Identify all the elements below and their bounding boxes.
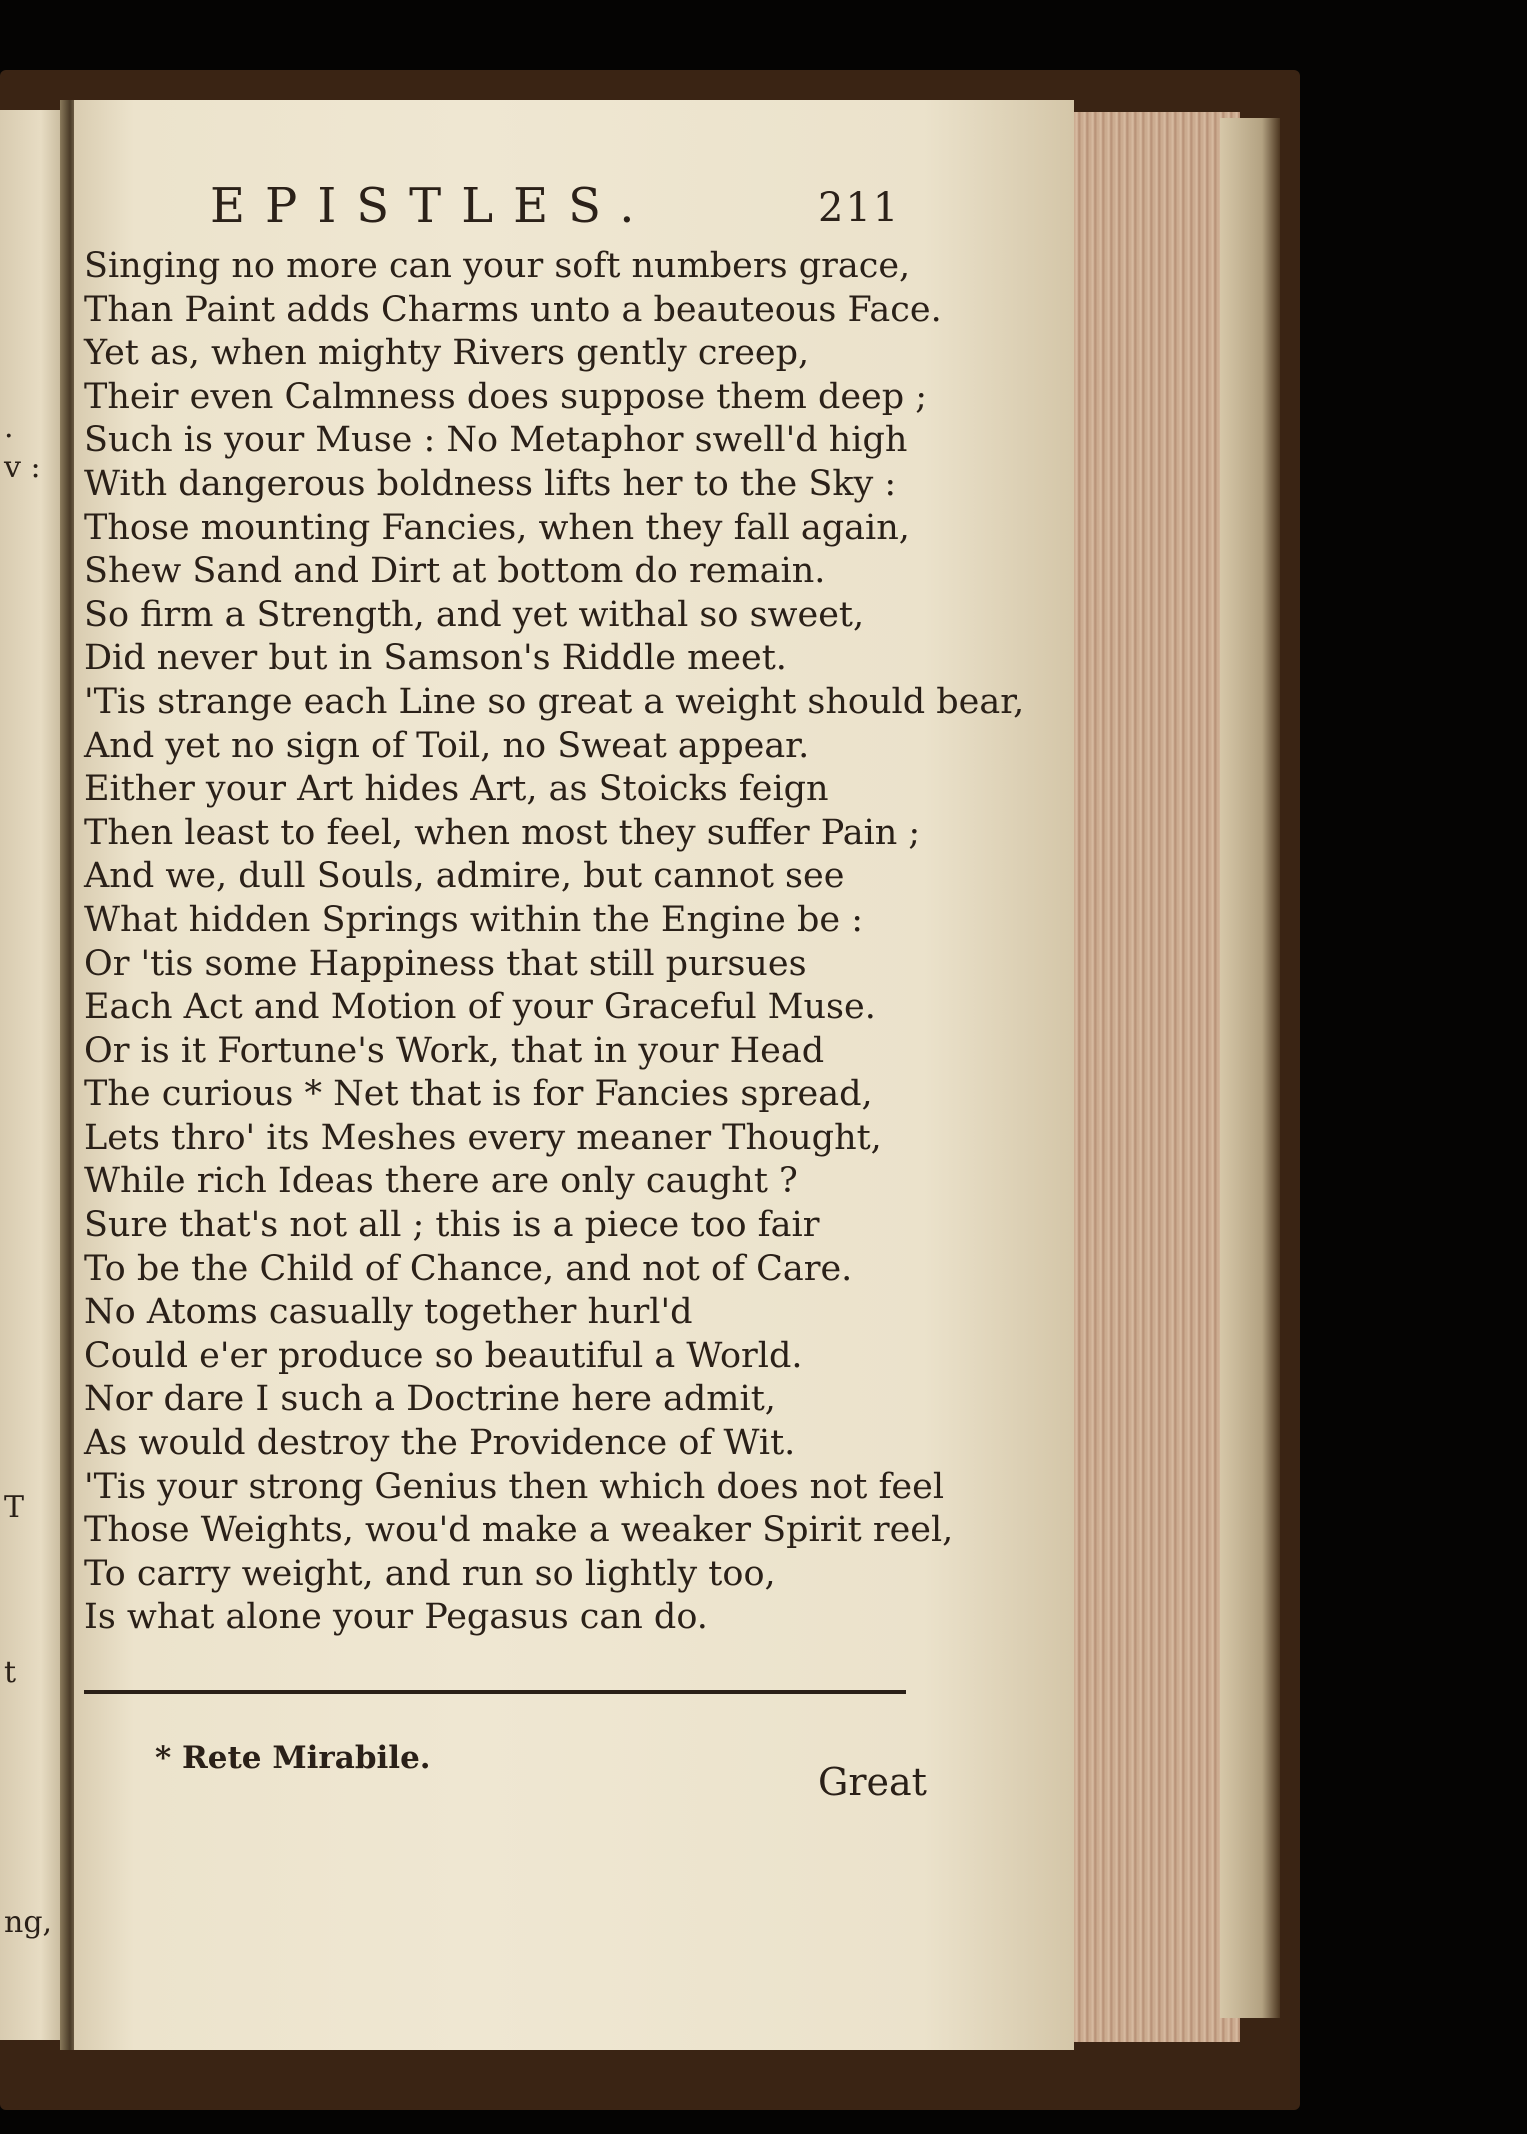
poem-line: Nor dare I such a Doctrine here admit, — [84, 1379, 776, 1420]
poem-line: Lets thro' its Meshes every meaner Thought, — [84, 1117, 882, 1158]
poem-line: No Atoms casually together hurl'd — [84, 1292, 693, 1333]
catchword: Great — [818, 1760, 927, 1804]
poem-line: Or 'tis some Happiness that still pursues — [84, 943, 807, 984]
running-head: EPISTLES. — [210, 178, 655, 234]
poem-line: Than Paint adds Charms unto a beauteous Face. — [84, 289, 942, 330]
poem-line: Such is your Muse : No Metaphor swell'd high — [84, 420, 908, 461]
poem-line: To be the Child of Chance, and not of Care. — [84, 1248, 853, 1289]
facing-page-fragment: . — [4, 410, 14, 445]
facing-page-fragment: t — [4, 1655, 17, 1690]
poem-line: 'Tis strange each Line so great a weight should bear, — [84, 681, 1025, 722]
poem-line: Sure that's not all ; this is a piece too fair — [84, 1205, 820, 1246]
poem-line: 'Tis your strong Genius then which does not feel — [84, 1466, 945, 1507]
poem-line: Is what alone your Pegasus can do. — [84, 1597, 708, 1638]
poem-text — [84, 245, 1025, 1640]
page-number: 211 — [818, 185, 901, 231]
poem-line: Either your Art hides Art, as Stoicks feign — [84, 769, 829, 810]
back-board — [1220, 118, 1280, 2018]
poem-line: Could e'er produce so beautiful a World. — [84, 1335, 803, 1376]
facing-page-fragment: v : — [4, 450, 41, 485]
poem-line: While rich Ideas there are only caught ? — [84, 1161, 798, 1202]
poem-line: The curious * Net that is for Fancies spread, — [84, 1074, 873, 1115]
facing-page — [0, 110, 68, 2040]
poem-line: Singing no more can your soft numbers grace, — [84, 246, 911, 286]
poem-line: And yet no sign of Toil, no Sweat appear. — [84, 725, 810, 766]
poem-line: To carry weight, and run so lightly too, — [84, 1553, 776, 1594]
facing-page-fragment: ng, — [4, 1905, 53, 1940]
poem-line: Those mounting Fancies, when they fall again, — [84, 507, 910, 548]
poem-line: Or is it Fortune's Work, that in your Head — [84, 1030, 825, 1071]
poem-line: Their even Calmness does suppose them deep ; — [84, 376, 928, 417]
poem-line: Did never but in Samson's Riddle meet. — [84, 638, 787, 679]
poem-line: Yet as, when mighty Rivers gently creep, — [84, 333, 810, 374]
poem-line: With dangerous boldness lifts her to the Sky : — [84, 463, 897, 504]
page-fore-edge — [1074, 112, 1240, 2042]
poem-line: Shew Sand and Dirt at bottom do remain. — [84, 551, 826, 592]
facing-page-fragment: T — [4, 1490, 25, 1525]
poem-line: And we, dull Souls, admire, but cannot see — [84, 856, 845, 897]
poem-line: Each Act and Motion of your Graceful Muse. — [84, 987, 876, 1028]
footnote-rule — [84, 1690, 906, 1694]
footnote: * Rete Mirabile. — [155, 1740, 431, 1776]
poem-line: As would destroy the Providence of Wit. — [84, 1423, 796, 1464]
poem-line: Those Weights, wou'd make a weaker Spirit reel, — [84, 1510, 954, 1551]
poem-line: What hidden Springs within the Engine be : — [84, 899, 864, 940]
poem-line: So firm a Strength, and yet withal so sweet, — [84, 594, 865, 635]
poem-line: Then least to feel, when most they suffer Pain ; — [84, 812, 921, 853]
